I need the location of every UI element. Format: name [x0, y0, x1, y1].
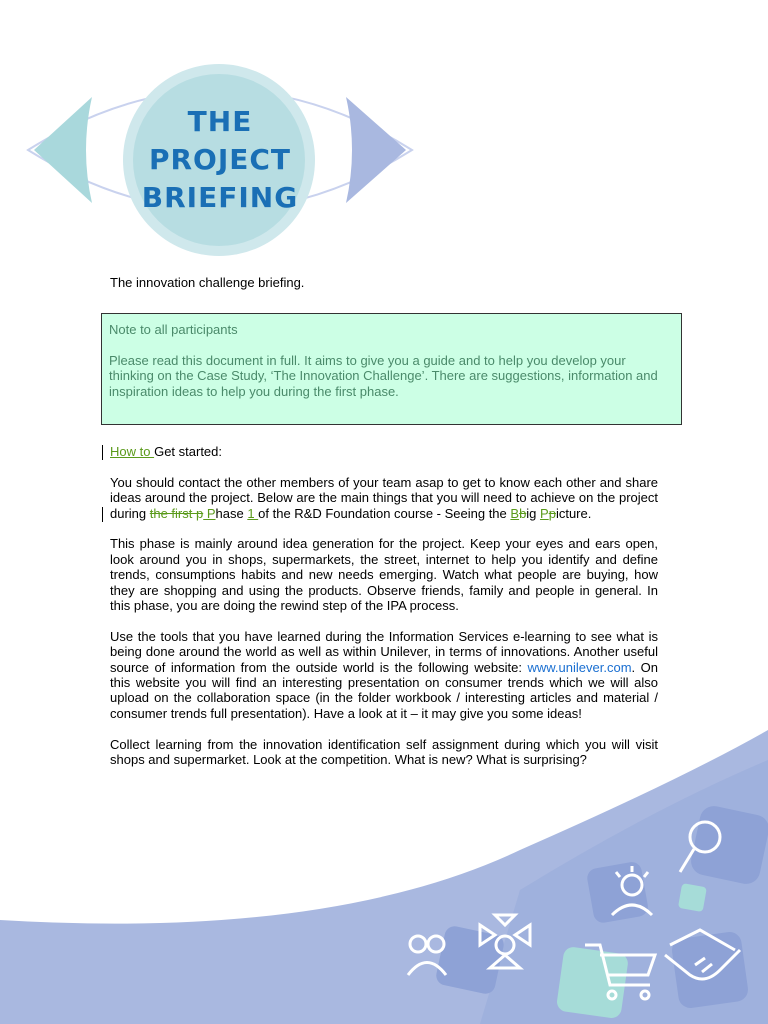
inserted-text: 1 [247, 505, 259, 521]
participant-note-box [101, 313, 682, 425]
inserted-text: B [510, 505, 520, 521]
paragraph-idea-generation: This phase is mainly around idea generation for the project. Keep your eyes and ears open, look around you in shops, supermarkets, the street, internet to help you identify and define trends, consumptions habits and new needs emerging. Watch what people are buying, how they are shopping and using the products. Observe friends, family and people in general. In this phase, you are doing the rewind step of the IPA process. [110, 536, 658, 614]
note-text: Please read this document in full. It aims to give you a guide and to help you develop your thinking on the Case Study, ‘The Innovation Challenge’. There are suggestions, information and inspiration ideas to help you during the first phase. [109, 352, 658, 399]
text-run: of the R&D Foundation course - Seeing the [258, 505, 511, 521]
paragraph-team-contact [110, 475, 658, 521]
logo-title-line-3: BRIEFING [141, 181, 299, 214]
deleted-text: p [548, 505, 556, 521]
note-title: Note to all participants [109, 322, 238, 337]
change-bar [102, 507, 103, 522]
inserted-text: How to [110, 444, 155, 459]
text-run: Use the tools that you have learned during the Information Services e-learning to see what is being done around the world as well as within Unilever, in terms of innovations. Another useful source of information from the outside world is the following website: [110, 628, 658, 675]
section-heading [110, 444, 658, 459]
logo-title-line-1: THE [187, 105, 253, 138]
intro-line: The innovation challenge briefing. [110, 275, 305, 290]
paragraph-collect-learning: Collect learning from the innovation identification self assignment during which you will visit shops and supermarket. Look at the competition. What is new? What is surprising? [110, 736, 658, 768]
unilever-website-link[interactable]: www.unilever.com [527, 659, 632, 675]
heading-text: Get started: [154, 444, 222, 459]
text-run: ig [526, 505, 541, 521]
deleted-text: b [519, 505, 527, 521]
text-run: hase [215, 505, 248, 521]
logo-title-line-2: PROJECT [148, 143, 292, 176]
logo-title [120, 103, 320, 217]
inserted-text: P [540, 505, 549, 521]
text-run: icture. [555, 505, 592, 521]
change-bar [102, 445, 103, 460]
deleted-text: the first p [149, 505, 204, 521]
document-body [110, 444, 658, 783]
text-run: . On this website you will find an interesting presentation on consumer trends which we will also upload on the collaboration space (in the folder workbook / interesting articles and material / consumer trends full presentation). Have a look at it – it may give you some ideas! [110, 659, 658, 721]
paragraph-tools [110, 629, 658, 721]
text-run: You should contact the other members of your team asap to get to know each other and share ideas around the project. Below are the main things that you will need to achieve on the project during [110, 474, 658, 521]
inserted-text: P [203, 505, 216, 521]
